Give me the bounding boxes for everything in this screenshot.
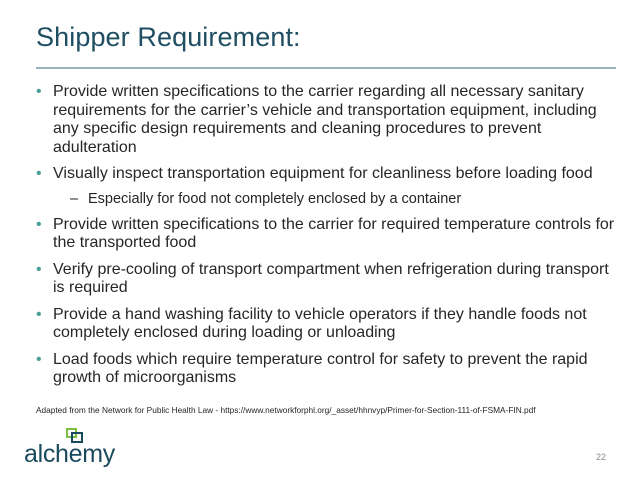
bullet-text: Load foods which require temperature control for safety to prevent the rapid growth of microorganisms xyxy=(53,350,588,386)
bullet-marker: • xyxy=(36,83,42,100)
slide-title: Shipper Requirement: xyxy=(36,22,301,52)
alchemy-logo xyxy=(24,428,114,468)
sub-bullet-text: Especially for food not completely enclosed by a container xyxy=(88,190,462,207)
bullet-text: Provide a hand washing facility to vehicle operators if they handle foods not completely enclosed during loading or unloading xyxy=(53,305,587,341)
bullet-marker: • xyxy=(36,350,42,368)
bullet-marker: • xyxy=(36,260,42,278)
page-number: 22 xyxy=(596,452,607,462)
sub-bullet-item xyxy=(36,190,616,208)
bullet-text: Provide written specifications to the carrier for required temperature controls for the transported food xyxy=(53,215,615,251)
bullet-marker: • xyxy=(36,305,42,323)
bullet-item xyxy=(36,261,616,298)
sub-bullet-marker: – xyxy=(70,190,79,207)
bullet-item xyxy=(36,306,616,343)
bullet-marker: • xyxy=(36,215,42,233)
bullet-text: Provide written specifications to the carrier regarding all necessary sanitary requirements for the carrier’s vehicle and transportation equipment, including any specific design requirements and cleaning procedures to prevent adulteration xyxy=(53,83,597,156)
title-divider xyxy=(36,67,616,69)
bullet-list xyxy=(36,83,616,396)
logo-wordmark: alchemy xyxy=(24,440,115,468)
bullet-item xyxy=(36,165,616,184)
bullet-item xyxy=(36,83,616,157)
bullet-text: Verify pre-cooling of transport compartment when refrigeration during transport is required xyxy=(53,260,609,296)
bullet-text: Visually inspect transportation equipment for cleanliness before loading food xyxy=(53,165,593,182)
bullet-item xyxy=(36,351,616,388)
bullet-item xyxy=(36,216,616,253)
bullet-marker: • xyxy=(36,165,42,182)
source-citation: Adapted from the Network for Public Health Law - https://www.networkforphl.org/_asset/hhnvyp/Primer-for-Section-111-of-FSMA-FIN.pdf xyxy=(36,405,536,415)
